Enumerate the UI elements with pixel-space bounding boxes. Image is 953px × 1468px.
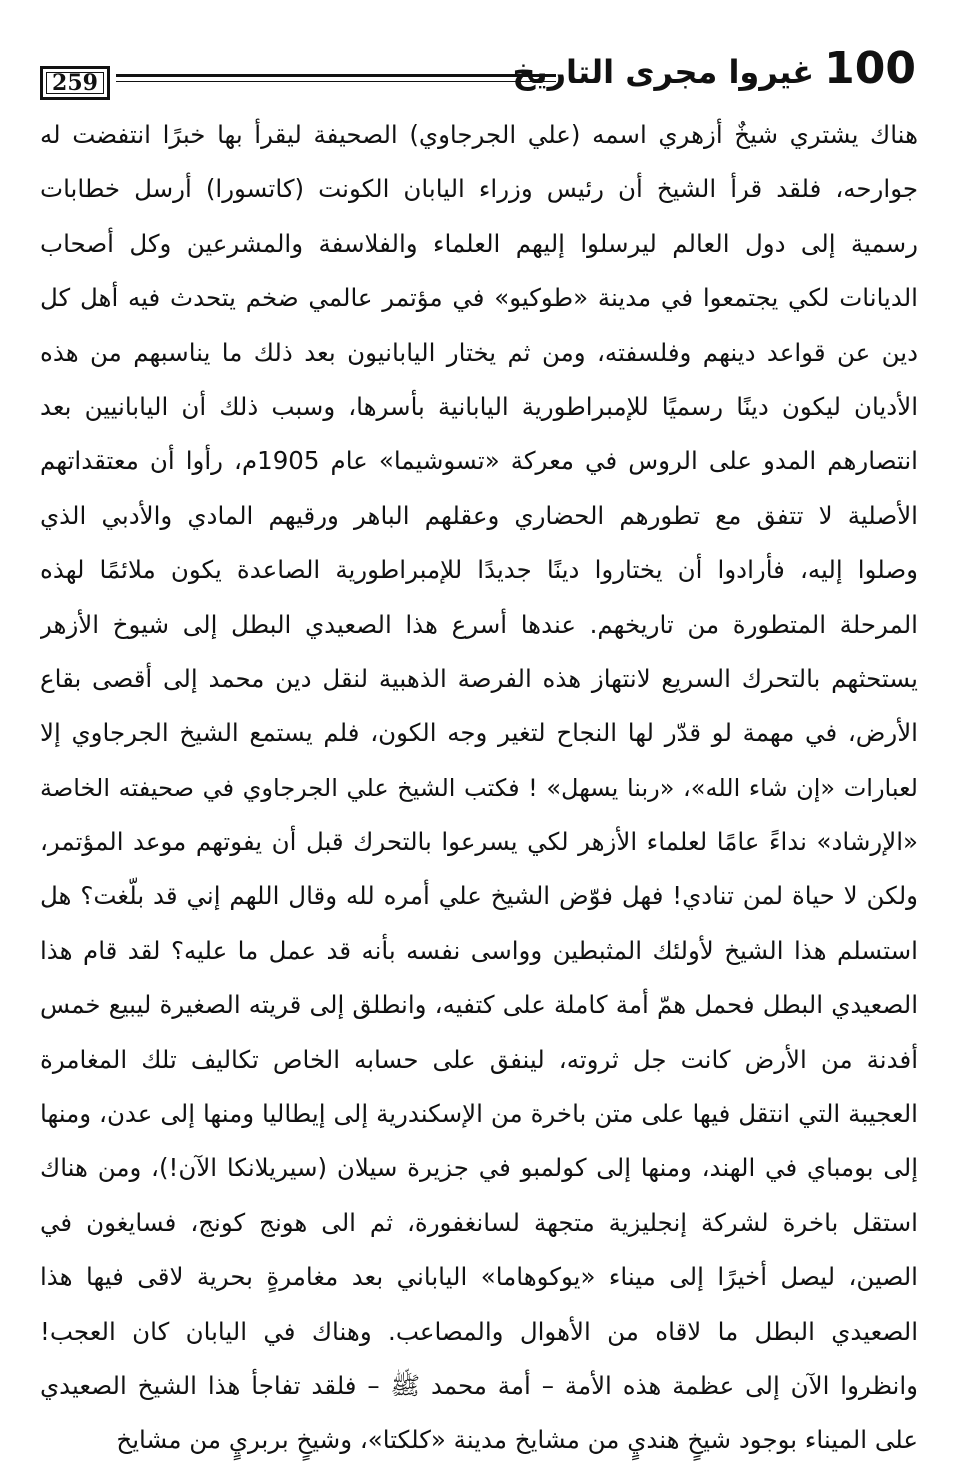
book-title: غيروا مجرى التاريخ	[512, 53, 815, 91]
text-line: الصعيدي البطل فحمل همّ أمة كاملة على كتفيه، وانطلق إلى قريته الصغيرة ليبيع خمس	[40, 990, 918, 1020]
text-line: الديانات لكي يجتمعوا في مدينة «طوكيو» في مؤتمر عالمي ضخم يتحدث فيه أهل كل	[40, 283, 918, 313]
page-header	[40, 40, 916, 100]
text-line: الصين، ليصل أخيرًا إلى ميناء «يوكوهاما» الياباني بعد مغامرةٍ بحرية لاقى فيها هذا	[40, 1262, 918, 1292]
text-line: على الميناء بوجود شيخٍ هنديٍ من مشايخ مدينة «كلكتا»، وشيخٍ بربريٍ من مشايخ	[116, 1425, 918, 1455]
text-line: رسمية إلى دول العالم ليرسلوا إليهم العلماء والفلاسفة والمشرعين وكل أصحاب	[40, 228, 918, 258]
page-number	[40, 66, 110, 100]
text-line: أفدنة من الأرض كانت جل ثروته، لينفق على حسابه الخاص تكاليف تلك المغامرة	[40, 1044, 918, 1074]
header-rule	[116, 74, 556, 77]
text-line: يستحثهم بالتحرك السريع لانتهاز هذه الفرصة الذهبية لنقل دين محمد إلى أقصى بقاع	[40, 663, 918, 693]
book-number: 100	[824, 43, 916, 94]
text-line: الأرض، في مهمة لو قدّر لها النجاح لتغير وجه الكون، فلم يستمع الشيخ الجرجاوي إلا	[40, 718, 918, 748]
text-line: لعبارات «إن شاء الله»، «ربنا يسهل» ! فكتب الشيخ علي الجرجاوي في صحيفته الخاصة	[40, 773, 918, 802]
text-line: جوارحه، فلقد قرأ الشيخ أن رئيس وزراء اليابان الكونت (كاتسورا) أرسل خطابات	[40, 174, 918, 204]
text-line: «الإرشاد» نداءً عامًا لعلماء الأزهر لكي يسرعوا بالتحرك قبل أن يفوتهم موعد المؤتمر،	[40, 827, 918, 857]
text-line: المرحلة المتطورة من تاريخهم. عندها أسرع هذا الصعيدي البطل إلى شيوخ الأزهر	[40, 609, 918, 639]
text-line: استسلم هذا الشيخ لأولئك المثبطين وواسى نفسه بأنه قد عمل ما عليه؟ لقد قام هذا	[40, 935, 918, 965]
text-line: الأديان ليكون دينًا رسميًا للإمبراطورية اليابانية بأسرها، وسبب ذلك أن اليابانيين بعد	[40, 391, 918, 421]
text-line: انتصارهم المدو على الروس في معركة «تسوشيما» عام 1905م، رأوا أن معتقداتهم	[40, 446, 918, 476]
body-text	[40, 108, 918, 1468]
text-line: دين عن قواعد دينهم وفلسفته، ومن ثم يختار اليابانيون بعد ذلك ما يناسبهم من هذه	[40, 337, 918, 367]
header-rule-thin	[116, 81, 556, 82]
text-line: الصعيدي البطل ما لاقاه من الأهوال والمصاعب. وهناك في اليابان كان العجب!	[40, 1316, 918, 1346]
text-line: استقل باخرة لشركة إنجليزية متجهة لسانغفورة، ثم الى هونج كونج، فسايغون في	[40, 1207, 918, 1237]
running-title	[513, 42, 917, 99]
text-line: وصلوا إليه، فأرادوا أن يختاروا دينًا جديدًا للإمبراطورية الصاعدة يكون ملائمًا لهذه	[40, 555, 918, 585]
page-number-text: 259	[52, 70, 98, 96]
text-line: العجيبة التي انتقل فيها على متن باخرة من الإسكندرية إلى إيطاليا ومنها إلى عدن، ومنها	[40, 1099, 918, 1129]
text-line: ولكن لا حياة لمن تنادي! فهل فوّض الشيخ علي أمره لله وقال اللهم إني قد بلّغت؟ هل	[40, 881, 918, 911]
text-line: إلى بومباي في الهند، ومنها إلى كولمبو في جزيرة سيلان (سيريلانكا الآن!)، ومن هناك	[40, 1153, 918, 1183]
text-line: الأصلية لا تتفق مع تطورهم الحضاري وعقلهم الباهر ورقيهم المادي والأدبي الذي	[40, 500, 918, 530]
text-line: هناك يشتري شيخٌ أزهري اسمه (علي الجرجاوي) الصحيفة ليقرأ بها خبرًا انتفضت له	[40, 120, 918, 149]
text-line: وانظروا الآن إلى عظمة هذه الأمة – أمة محمد ﷺ – فلقد تفاجأ هذا الشيخ الصعيدي	[40, 1370, 918, 1400]
